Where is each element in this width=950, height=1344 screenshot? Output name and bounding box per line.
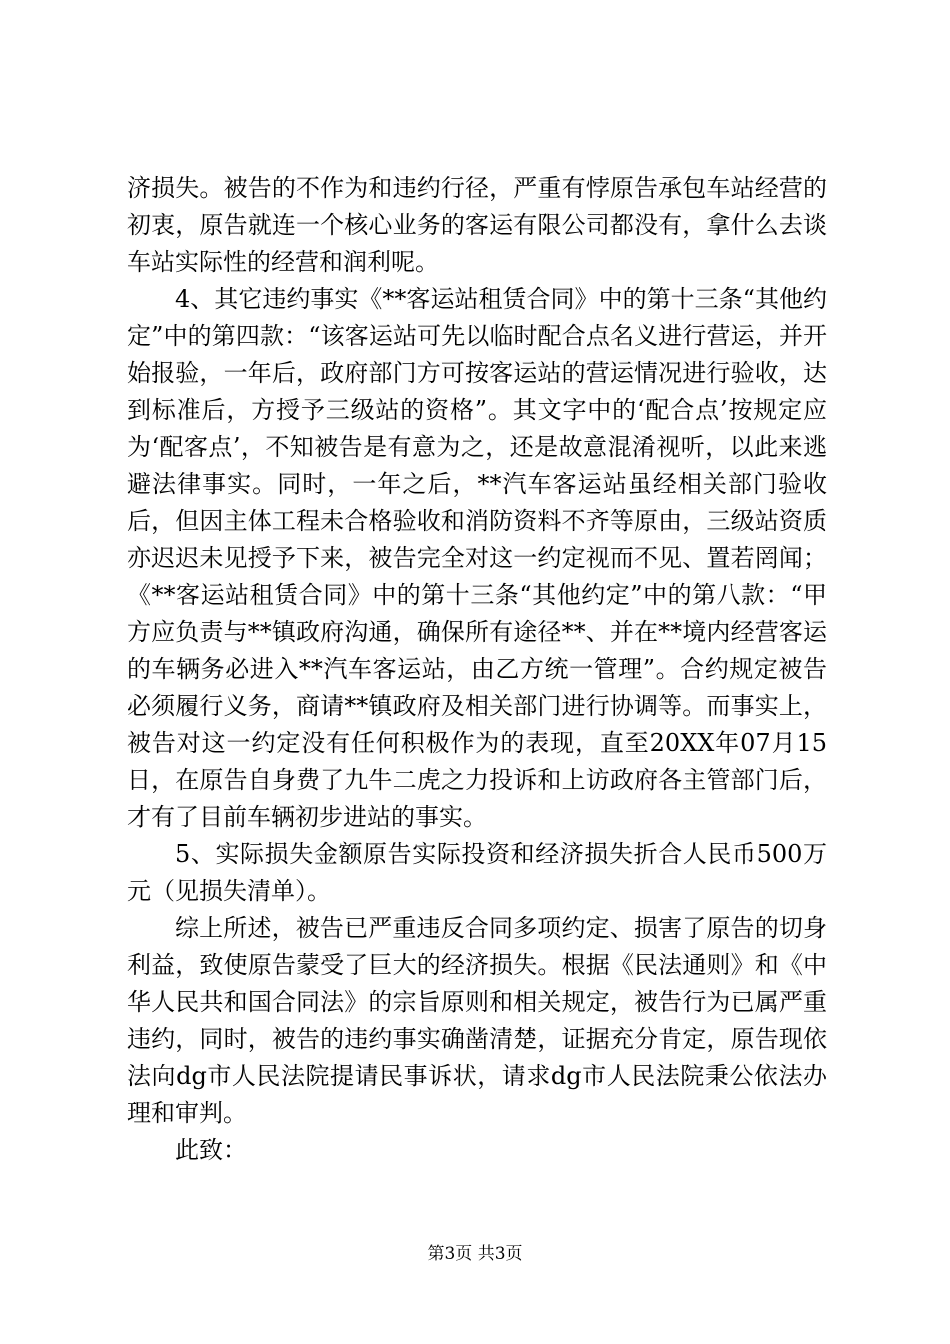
paragraph-item-4: 4、其它违约事实《**客运站租赁合同》中的第十三条“其他约定”中的第四款：“该客运站可先以临时配合点名义进行营运，并开始报验，一年后，政府部门方可按客运站的营运情况进行验收，达到标准后，方授予三级站的资格”。其文字中的‘配合点’按规定应为‘配客点’，不知被告是有意为之，还是故意混淆视听，以此来逃避法律事实。同时，一年之后，**汽车客运站虽经相关部门验收后，但因主体工程未合格验收和消防资料不齐等原由，三级站资质亦迟迟未见授予下来，被告完全对这一约定视而不见、置若罔闻；《**客运站租赁合同》中的第十三条“其他约定”中的第八款：“甲方应负责与**镇政府沟通，确保所有途径**、并在**境内经营客运的车辆务必进入**汽车客运站，由乙方统一管理”。合约规定被告必须履行义务，商请**镇政府及相关部门进行协调等。而事实上，被告对这一约定没有任何积极作为的表现，直至20XX年07月15日，在原告自身费了九牛二虎之力投诉和上访政府各主管部门后，才有了目前车辆初步进站的事实。	[127, 285, 827, 831]
paragraph-closing: 此致：	[175, 1136, 247, 1164]
paragraph-summary: 综上所述，被告已严重违反合同多项约定、损害了原告的切身利益，致使原告蒙受了巨大的经济损失。根据《民法通则》和《中华人民共和国合同法》的宗旨原则和相关规定，被告行为已属严重违约，同时，被告的违约事实确凿清楚，证据充分肯定，原告现依法向dg市人民法院提请民事诉状，请求dg市人民法院秉公依法办理和审判。	[127, 914, 827, 1127]
paragraph-continuation: 济损失。被告的不作为和违约行径，严重有悖原告承包车站经营的初衷，原告就连一个核心业务的客运有限公司都没有，拿什么去谈车站实际性的经营和润利呢。	[127, 174, 827, 276]
document-body	[127, 170, 827, 1169]
paragraph-item-5: 5、实际损失金额原告实际投资和经济损失折合人民币500万元（见损失清单）。	[127, 840, 827, 905]
page-footer: 第3页 共3页	[427, 1244, 523, 1264]
